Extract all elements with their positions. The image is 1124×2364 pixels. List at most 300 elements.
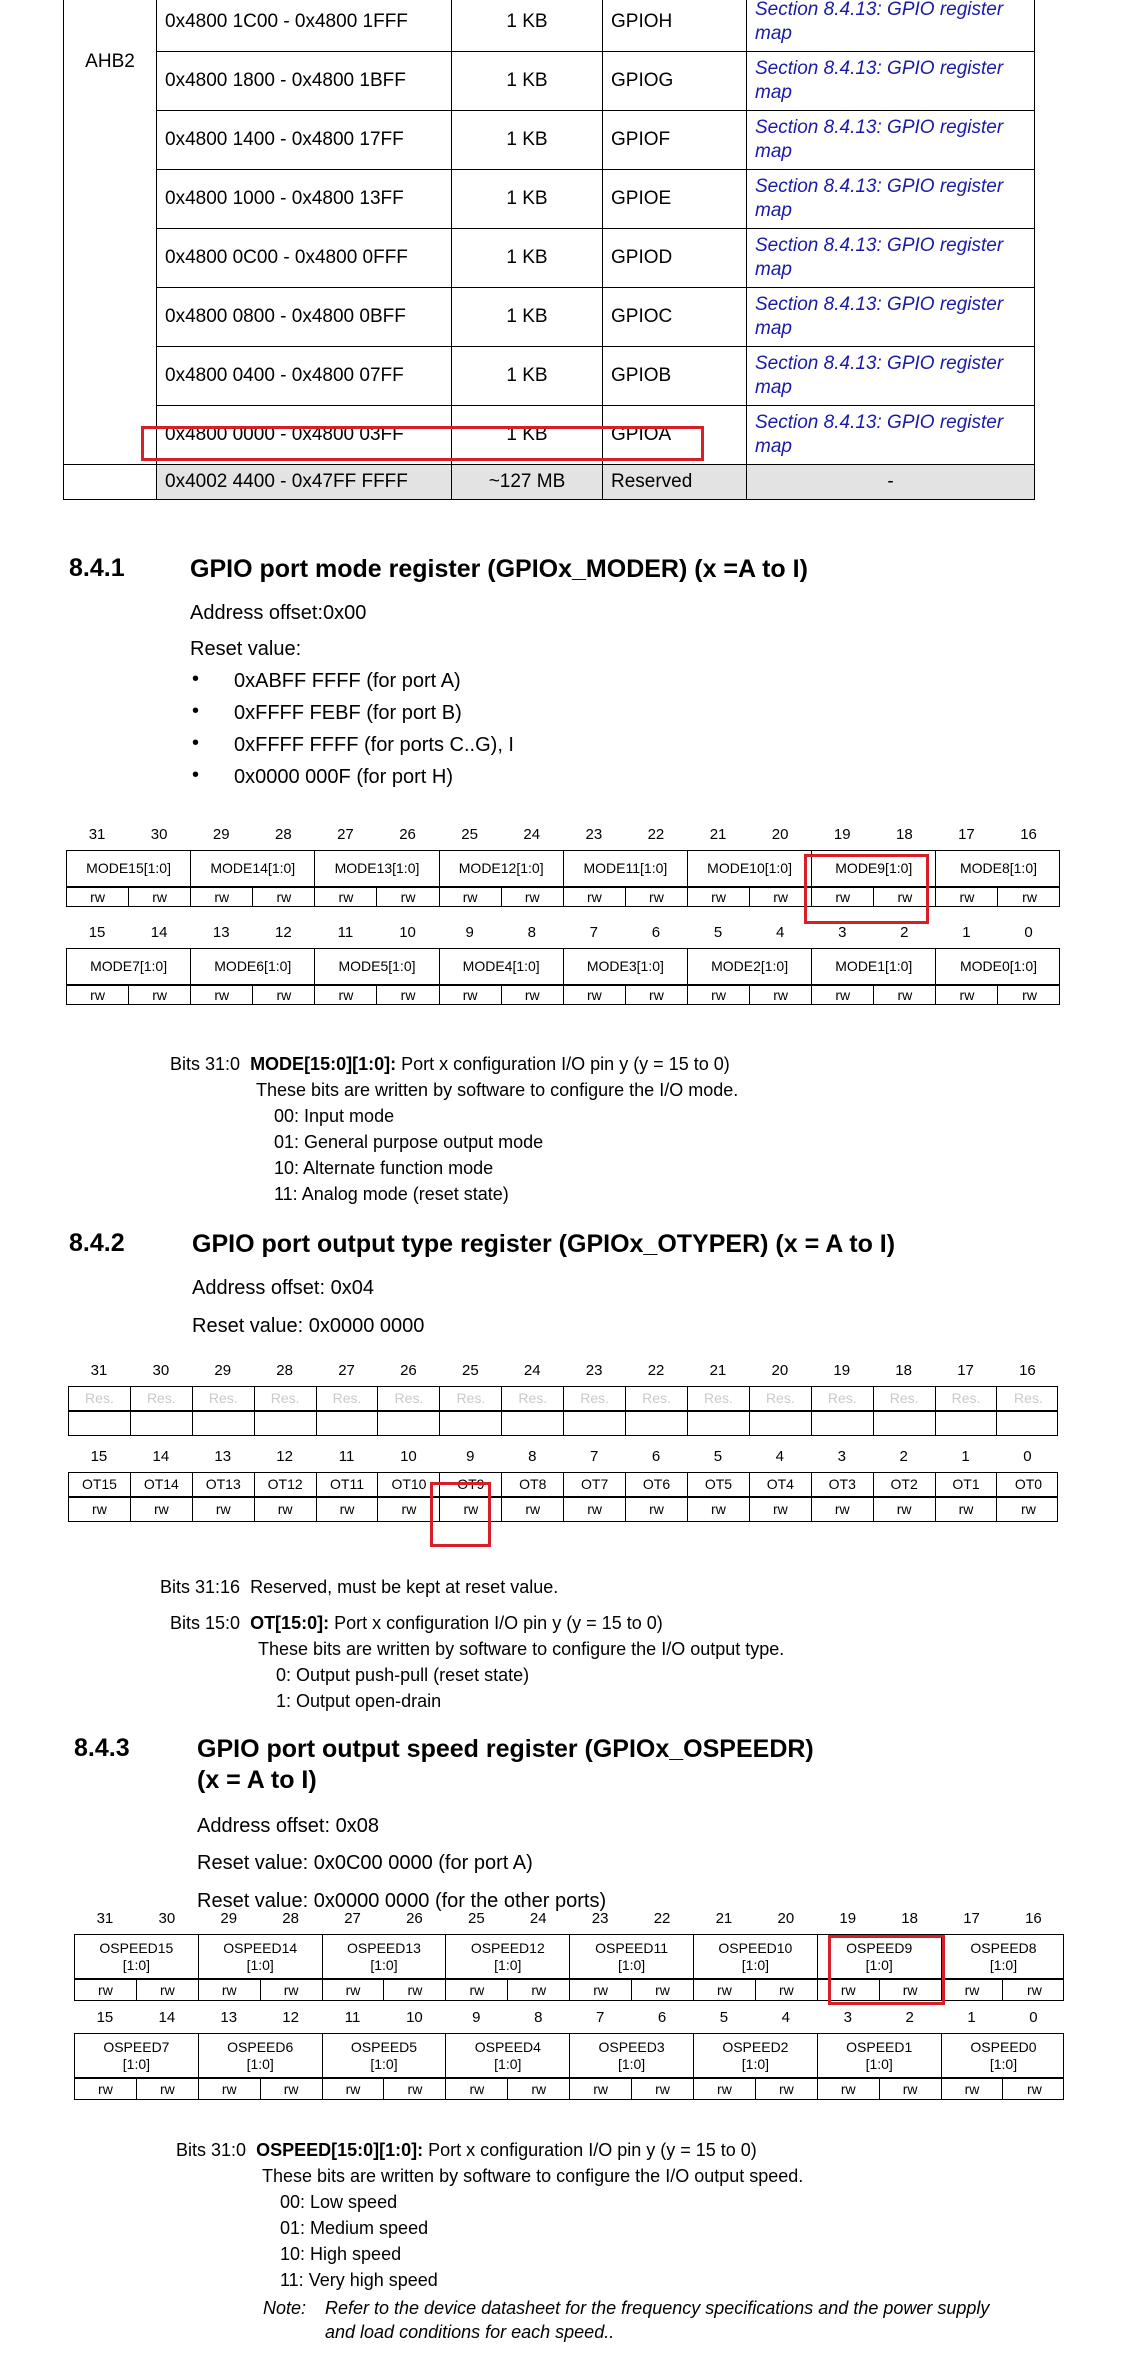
reserved-access-cell: [998, 1412, 1060, 1435]
bit-number: 17: [963, 1910, 980, 1927]
option-item: 01: General purpose output mode: [274, 1132, 544, 1152]
memory-map-table: [63, 0, 1035, 500]
bit-number-row: [68, 1362, 1058, 1382]
register-field: [75, 1935, 199, 1978]
access-cell: rw: [446, 2079, 508, 2099]
size-cell: 1 KB: [452, 111, 603, 170]
bit-number: 15: [96, 2009, 114, 2026]
section-number: 8.4.3: [74, 1734, 130, 1762]
bit-number: 1: [967, 2009, 976, 2026]
field-bits: [1:0]: [741, 1956, 770, 1973]
bit-number: 22: [647, 826, 665, 843]
register-field: MODE10[1:0]: [688, 851, 812, 886]
note-label: Note:: [263, 2298, 307, 2318]
mode9-highlight: [804, 854, 929, 924]
reserved-access-cell: [564, 1412, 626, 1435]
bit-number: 10: [399, 924, 416, 941]
access-cell: rw: [440, 888, 502, 906]
access-cell: rw: [502, 986, 564, 1004]
register-field: [942, 2034, 1066, 2077]
bit-number: 12: [275, 924, 292, 941]
peripheral-cell: GPIOE: [603, 170, 747, 229]
section-number: 8.4.2: [69, 1229, 125, 1257]
reserved-field: Res.: [936, 1387, 998, 1410]
bit-number: 7: [589, 1448, 599, 1465]
bit-number: 28: [275, 826, 292, 843]
field-name: OSPEED7: [103, 2038, 170, 2055]
access-cell: rw: [193, 1498, 255, 1521]
reserved-field: Res.: [626, 1387, 688, 1410]
access-cell: rw: [936, 1498, 998, 1521]
option-item: 10: High speed: [280, 2244, 402, 2264]
reserved-access-cell: [440, 1412, 502, 1435]
list-item: • 0xFFFF FEBF (for port B): [190, 702, 514, 734]
register-field: [942, 1935, 1066, 1978]
field-name: OSPEED15: [99, 1939, 174, 1956]
field-name: OSPEED4: [474, 2038, 541, 2055]
access-cell: rw: [255, 1498, 317, 1521]
reset-value: Reset value: 0x0C00 0000 (for port A): [197, 1852, 533, 1874]
access-cell: rw: [564, 888, 626, 906]
bit-number: 5: [713, 924, 723, 941]
field-name: OSPEED[15:0][1:0]:: [256, 2140, 424, 2160]
bit-number: 24: [523, 1362, 541, 1379]
speed-note: [263, 2296, 1063, 2344]
access-cell: rw: [502, 1498, 564, 1521]
register-field: MODE1[1:0]: [812, 949, 936, 984]
bit-number: 8: [527, 924, 536, 941]
reserved-access-cell-row: [68, 1411, 1058, 1436]
size-cell: 1 KB: [452, 170, 603, 229]
access-cell: rw: [378, 986, 440, 1004]
field-bits: [1:0]: [246, 2055, 274, 2072]
access-cell: rw: [199, 2079, 261, 2099]
section-title-line: GPIO port output speed register (GPIOx_OSPEEDR): [197, 1735, 814, 1763]
field-name: MODE[15:0][1:0]:: [250, 1054, 397, 1074]
size-cell: 1 KB: [452, 52, 603, 111]
register-field: OT10: [379, 1473, 441, 1496]
bus-cell-empty: [64, 465, 157, 500]
field-name: OSPEED0: [970, 2038, 1037, 2055]
reserved-field: Res.: [750, 1387, 812, 1410]
section-title: [197, 1734, 814, 1796]
field-name: OT[15:0]:: [250, 1613, 330, 1633]
register-field: [199, 1935, 323, 1978]
access-cell: rw: [315, 888, 377, 906]
field-name: OSPEED14: [223, 1939, 298, 1956]
bit-number: 13: [220, 2009, 238, 2026]
bit-number-row: [68, 1448, 1058, 1468]
field-summary: Reserved, must be kept at reset value.: [250, 1577, 559, 1597]
access-cell: rw: [323, 2079, 385, 2099]
register-field: OT7: [564, 1473, 626, 1496]
bit-number: 19: [839, 1910, 857, 1927]
access-cell: rw: [253, 986, 315, 1004]
bit-number-row: [66, 826, 1060, 846]
bit-number: 15: [88, 924, 106, 941]
reserved-access-cell: [688, 1412, 750, 1435]
access-cell: rw: [1022, 888, 1037, 905]
register-field: [694, 2034, 818, 2077]
table-row: [64, 52, 1035, 111]
access-cell: rw: [379, 1498, 441, 1521]
field-bits: [1:0]: [122, 2055, 151, 2072]
register-map-link[interactable]: Section 8.4.13: GPIO register map: [747, 170, 1035, 229]
access-cell: rw: [261, 1980, 323, 2000]
bit-number: 20: [777, 1910, 795, 1927]
option-item: 0: Output push-pull (reset state): [276, 1665, 530, 1685]
bit-number: 6: [651, 924, 661, 941]
access-cell: rw: [812, 888, 874, 906]
bit-number: 12: [282, 2009, 299, 2026]
register-field: OT15: [69, 1473, 131, 1496]
reserved-field: Res.: [131, 1387, 193, 1410]
bit-number: 5: [719, 2009, 729, 2026]
field-bits: [1:0]: [246, 1956, 274, 1973]
register-field: [446, 1935, 570, 1978]
section-title: GPIO port mode register (GPIOx_MODER) (x =A to I): [190, 555, 808, 583]
bit-number: 7: [589, 924, 599, 941]
access-cell: rw: [750, 888, 812, 906]
bit-number: 24: [523, 826, 541, 843]
access-cell: rw: [385, 2079, 447, 2099]
bit-number: 30: [150, 826, 168, 843]
reserved-access-cell: [193, 1412, 255, 1435]
access-cell: rw: [688, 888, 750, 906]
field-detail: These bits are written by software to configure the I/O mode.: [256, 1080, 739, 1100]
peripheral-cell: GPIOC: [603, 288, 747, 347]
list-item: • 0x0000 000F (for port H): [190, 766, 514, 798]
bit-number: 21: [709, 1362, 727, 1379]
field-bits: [1:0]: [617, 2055, 646, 2072]
register-field: OT3: [812, 1473, 874, 1496]
field-bits: [1:0]: [370, 2055, 398, 2072]
address-cell: 0x4800 0400 - 0x4800 07FF: [157, 347, 452, 406]
bit-number: 31: [90, 1362, 108, 1379]
access-cell: rw: [1027, 2080, 1042, 2097]
access-cell: rw: [694, 1980, 756, 2000]
access-cell: rw: [626, 986, 688, 1004]
reserved-field: Res.: [812, 1387, 874, 1410]
register-map-link[interactable]: Section 8.4.13: GPIO register map: [747, 0, 1035, 52]
access-cell: rw: [812, 1498, 874, 1521]
register-map-link[interactable]: Section 8.4.13: GPIO register map: [747, 347, 1035, 406]
register-map-link[interactable]: Section 8.4.13: GPIO register map: [747, 229, 1035, 288]
address-cell: 0x4800 0800 - 0x4800 0BFF: [157, 288, 452, 347]
access-cell: rw: [756, 2079, 818, 2099]
bit-number: 4: [775, 1448, 784, 1465]
register-field: OT4: [750, 1473, 812, 1496]
access-cell: rw: [131, 1498, 193, 1521]
register-field: MODE15[1:0]: [67, 851, 191, 886]
register-field: MODE5[1:0]: [315, 949, 439, 984]
field-name: OSPEED11: [595, 1939, 669, 1956]
reserved-field: Res.: [193, 1387, 255, 1410]
table-row: [64, 288, 1035, 347]
register-field: OT14: [131, 1473, 193, 1496]
bit-number: 2: [900, 924, 909, 941]
bit-number: 18: [901, 1910, 918, 1927]
bit-number-row: [74, 2009, 1064, 2029]
access-cell-row: [68, 1497, 1058, 1522]
bus-cell: AHB2: [64, 0, 157, 465]
reserved-field: Res.: [440, 1387, 502, 1410]
access-cell: rw: [378, 888, 440, 906]
field-bits: [1:0]: [617, 1956, 646, 1973]
access-cell: rw: [75, 1980, 137, 2000]
register-field: MODE0[1:0]: [959, 958, 1037, 974]
field-name: OSPEED12: [470, 1939, 545, 1956]
register-field: [323, 2034, 447, 2077]
bits-range: Bits 31:16: [160, 1577, 241, 1597]
reserved-field: Res.: [69, 1387, 131, 1410]
bit-number: 11: [344, 2009, 361, 2026]
bit-number: 25: [461, 826, 478, 843]
access-cell: rw: [942, 1980, 1004, 2000]
register-field: MODE6[1:0]: [191, 949, 315, 984]
access-cell: rw: [191, 888, 253, 906]
register-field: MODE11[1:0]: [564, 851, 688, 886]
address-offset: Address offset: 0x04: [192, 1277, 374, 1299]
register-field: OT6: [626, 1473, 688, 1496]
size-cell: 1 KB: [452, 0, 603, 52]
register-field: OT12: [255, 1473, 317, 1496]
access-cell: rw: [129, 888, 191, 906]
field-bits: [1:0]: [741, 2055, 770, 2072]
note-text: and load conditions for each speed..: [325, 2322, 615, 2342]
access-cell: rw: [385, 1980, 447, 2000]
access-cell: rw: [570, 2079, 632, 2099]
bit-number: 22: [653, 1910, 671, 1927]
note-text: Refer to the device datasheet for the frequency specifications and the power supply: [325, 2298, 990, 2318]
register-field: [446, 2034, 570, 2077]
field-detail: These bits are written by software to configure the I/O output speed.: [262, 2166, 804, 2186]
register-map-link[interactable]: Section 8.4.13: GPIO register map: [747, 288, 1035, 347]
bit-number: 2: [905, 2009, 914, 2026]
access-cell: rw: [818, 1980, 880, 2000]
register-field: [75, 2034, 199, 2077]
bit-number: 20: [771, 826, 789, 843]
access-cell: rw: [632, 2079, 694, 2099]
gpioa-row-highlight: [141, 426, 704, 461]
access-cell: rw: [626, 1498, 688, 1521]
access-cell: rw: [1027, 1981, 1042, 1998]
table-row: [64, 347, 1035, 406]
peripheral-cell: Reserved: [603, 465, 747, 500]
access-cell: rw: [818, 2079, 880, 2099]
bit-number: 12: [276, 1448, 293, 1465]
ospeedr-description: [176, 2137, 1076, 2293]
access-cell: rw: [317, 1498, 379, 1521]
bit-number: 21: [709, 826, 727, 843]
access-cell: rw: [315, 986, 377, 1004]
access-cell: rw: [67, 888, 129, 906]
bit-number: 16: [1025, 1910, 1042, 1927]
bit-number: 1: [962, 924, 971, 941]
field-name: OSPEED2: [722, 2038, 789, 2055]
peripheral-cell: GPIOG: [603, 52, 747, 111]
register-field: MODE9[1:0]: [812, 851, 936, 886]
access-cell: rw: [253, 888, 315, 906]
bit-number: 7: [595, 2009, 605, 2026]
access-cell: rw: [1021, 1501, 1036, 1517]
access-cell: rw: [137, 1980, 199, 2000]
field-name: OSPEED6: [227, 2038, 294, 2055]
register-field: OT5: [688, 1473, 750, 1496]
reserved-field: Res.: [317, 1387, 379, 1410]
bit-number: 15: [90, 1448, 108, 1465]
option-item: 10: Alternate function mode: [274, 1158, 494, 1178]
access-cell-row: [66, 985, 1060, 1005]
register-map-link[interactable]: Section 8.4.13: GPIO register map: [747, 111, 1035, 170]
bit-number: 16: [1020, 826, 1037, 843]
bits-range: Bits 31:0: [176, 2140, 247, 2160]
access-cell: rw: [688, 986, 750, 1004]
bits-range: Bits 15:0: [170, 1613, 241, 1633]
address-offset: Address offset:0x00: [190, 602, 367, 624]
field-name: OSPEED8: [970, 1939, 1037, 1956]
section-title-line: (x = A to I): [197, 1766, 317, 1794]
bit-number: 30: [152, 1362, 170, 1379]
register-field: OT9: [440, 1473, 502, 1496]
access-cell: rw: [440, 986, 502, 1004]
access-cell: rw: [1022, 986, 1037, 1003]
moder-description: [170, 1051, 1070, 1207]
field-name: OSPEED10: [718, 1939, 793, 1956]
register-map-link[interactable]: Section 8.4.13: GPIO register map: [747, 52, 1035, 111]
register-field: [323, 1935, 447, 1978]
bit-number: 24: [529, 1910, 547, 1927]
bit-number: 8: [534, 2009, 543, 2026]
bit-number: 22: [647, 1362, 665, 1379]
bit-number: 28: [276, 1362, 293, 1379]
bit-number: 4: [775, 924, 785, 941]
register-field: OT11: [317, 1473, 379, 1496]
register-field: OT2: [874, 1473, 936, 1496]
field-summary: Port x configuration I/O pin y (y = 15 to 0): [396, 1054, 730, 1074]
table-row: [64, 0, 1035, 52]
bit-number: 29: [212, 826, 230, 843]
access-cell: rw: [67, 986, 129, 1004]
reserved-access-cell: [936, 1412, 998, 1435]
table-row: [64, 170, 1035, 229]
field-summary: Port x configuration I/O pin y (y = 15 to 0): [329, 1613, 663, 1633]
access-cell-row: [74, 2078, 1064, 2100]
bit-number: 6: [651, 1448, 661, 1465]
bit-number: 11: [338, 1448, 355, 1465]
ospeed9-highlight: [828, 1935, 945, 2005]
bit-number: 26: [406, 1910, 423, 1927]
section-title: GPIO port output type register (GPIOx_OTYPER) (x = A to I): [192, 1230, 896, 1258]
bit-number: 20: [771, 1362, 789, 1379]
size-cell: 1 KB: [452, 229, 603, 288]
peripheral-cell: GPIOB: [603, 347, 747, 406]
bit-number: 23: [585, 1362, 603, 1379]
access-cell: rw: [688, 1498, 750, 1521]
access-cell: rw: [942, 2079, 1004, 2099]
access-cell: rw: [936, 888, 998, 906]
address-cell: 0x4800 1800 - 0x4800 1BFF: [157, 52, 452, 111]
bits-range: Bits 31:0: [170, 1054, 241, 1074]
field-bits: [1:0]: [370, 1956, 398, 1973]
access-cell: rw: [129, 986, 191, 1004]
access-cell: rw: [502, 888, 564, 906]
register-field-row: [68, 1472, 1058, 1497]
reset-value: Reset value: 0x0000 0000: [192, 1315, 425, 1337]
access-cell: rw: [191, 986, 253, 1004]
bit-number: 13: [212, 924, 230, 941]
bit-number: 23: [585, 826, 603, 843]
bit-number: 29: [214, 1362, 232, 1379]
reserved-field-row: [68, 1386, 1058, 1411]
address-offset: Address offset: 0x08: [197, 1815, 379, 1837]
register-field: [570, 2034, 694, 2077]
address-cell: 0x4002 4400 - 0x47FF FFFF: [157, 465, 452, 500]
bit-number: 26: [400, 1362, 417, 1379]
option-item: 00: Low speed: [280, 2192, 398, 2212]
bit-number: 9: [472, 2009, 481, 2026]
bit-number: 14: [152, 1448, 170, 1465]
register-field: OT13: [193, 1473, 255, 1496]
reset-value-label: Reset value:: [190, 638, 302, 660]
address-cell: 0x4800 1000 - 0x4800 13FF: [157, 170, 452, 229]
register-field: [818, 2034, 942, 2077]
access-cell: rw: [880, 1980, 942, 2000]
size-cell: ~127 MB: [452, 465, 603, 500]
access-cell: rw: [936, 986, 998, 1004]
access-cell: rw: [323, 1980, 385, 2000]
bit-number: 17: [958, 826, 975, 843]
register-field: MODE14[1:0]: [191, 851, 315, 886]
option-item: 1: Output open-drain: [276, 1691, 442, 1711]
access-cell: rw: [75, 2079, 137, 2099]
reserved-access-cell: [874, 1412, 936, 1435]
field-name: OSPEED3: [598, 2038, 665, 2055]
register-map-link: -: [747, 465, 1035, 500]
option-item: 01: Medium speed: [280, 2218, 429, 2238]
access-cell: rw: [880, 2079, 942, 2099]
reserved-access-cell: [750, 1412, 812, 1435]
bit-number: 27: [338, 1362, 355, 1379]
field-bits: [1:0]: [494, 1956, 522, 1973]
option-item: 11: Very high speed: [280, 2270, 438, 2290]
bit-number: 9: [466, 1448, 475, 1465]
access-cell: rw: [694, 2079, 756, 2099]
register-field: MODE2[1:0]: [688, 949, 812, 984]
bit-number: 19: [833, 1362, 851, 1379]
bit-number: 29: [220, 1910, 238, 1927]
reserved-access-cell: [502, 1412, 564, 1435]
field-bits: [1:0]: [989, 1956, 1018, 1973]
register-map-link[interactable]: Section 8.4.13: GPIO register map: [747, 406, 1035, 465]
bit-number: 17: [957, 1362, 974, 1379]
bit-number: 18: [896, 826, 913, 843]
list-item: • 0xABFF FFFF (for port A): [190, 670, 514, 702]
bit-number: 13: [214, 1448, 232, 1465]
list-item: • 0xFFFF FFFF (for ports C..G), I: [190, 734, 514, 766]
field-bits: [1:0]: [865, 2055, 893, 2072]
register-field: OT8: [502, 1473, 564, 1496]
bit-number: 3: [838, 924, 847, 941]
option-item: 00: Input mode: [274, 1106, 395, 1126]
field-detail: These bits are written by software to configure the I/O output type.: [258, 1639, 785, 1659]
peripheral-cell: GPIOD: [603, 229, 747, 288]
register-field: OT1: [936, 1473, 998, 1496]
register-field: [694, 1935, 818, 1978]
access-cell: rw: [137, 2079, 199, 2099]
bit-number: 31: [88, 826, 106, 843]
access-cell: rw: [508, 1980, 570, 2000]
